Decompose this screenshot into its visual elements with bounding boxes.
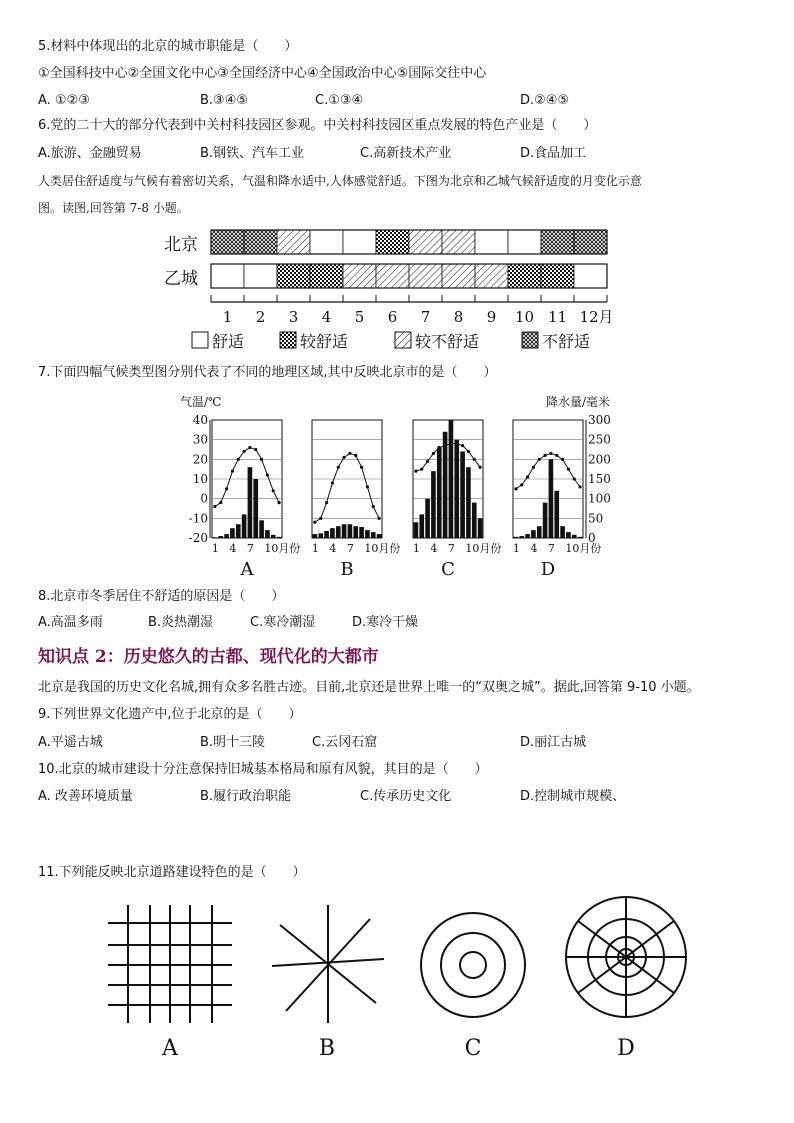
precipitation-bar [560, 526, 565, 538]
comfort-chart [160, 222, 630, 357]
temperature-point [420, 468, 423, 471]
precipitation-bar [248, 467, 253, 538]
temperature-point [514, 487, 517, 490]
temperature-point [225, 487, 228, 490]
precipitation-bar [572, 535, 577, 538]
q5-option-a: A. ①②③ [38, 93, 90, 108]
intro-9-10: 北京是我国的历史文化名城,拥有众多名胜古迹。目前,北京还是世界上唯一的“双奥之城”。据此,回答第 9-10 小题。 [38, 680, 700, 695]
month-tick-label: 1 [311, 542, 319, 555]
road-pattern-figures [100, 895, 700, 1070]
temperature-point [242, 450, 245, 453]
temperature-point [254, 448, 257, 451]
temperature-point [319, 517, 322, 520]
temperature-point [438, 446, 441, 449]
comfort-cell-row1-month10 [508, 230, 541, 254]
temperature-point [266, 473, 269, 476]
temperature-point [325, 501, 328, 504]
precipitation-bar [578, 537, 583, 538]
precipitation-bar [265, 530, 270, 538]
month-tick-label: 4 [329, 542, 337, 555]
temperature-point [260, 458, 263, 461]
month-tick-label: 4 [530, 542, 538, 555]
month-tick-label: 1 [222, 308, 233, 326]
precipitation-bar [342, 524, 347, 538]
temperature-point [213, 505, 216, 508]
precipitation-bar [549, 459, 554, 538]
precipitation-bar [213, 537, 218, 538]
q5-option-d: D.②④⑤ [520, 93, 570, 108]
temperature-point [573, 477, 576, 480]
temperature-point [520, 483, 523, 486]
month-tick-label: 12月 [579, 308, 614, 326]
comfort-row-label-beijing: 北京 [164, 235, 198, 255]
comfort-cell-row1-month2 [244, 230, 277, 254]
precipitation-tick-label: 200 [588, 452, 611, 467]
month-tick-label: 7 [547, 542, 555, 555]
precipitation-tick-label: 150 [588, 472, 611, 486]
precipitation-bar [460, 451, 465, 538]
q11-label-d: D [617, 1036, 635, 1061]
precipitation-bar [253, 479, 258, 538]
precipitation-bar [414, 522, 419, 538]
precipitation-bar [318, 533, 323, 538]
precipitation-bar [454, 440, 459, 538]
precipitation-bar [330, 528, 335, 538]
q11-label-b: B [318, 1036, 336, 1061]
q11-stem: 11.下列能反映北京道路建设特色的是（ ） [38, 865, 306, 880]
ring-road-pattern [421, 913, 525, 1017]
legend-swatch-jiao [280, 332, 296, 348]
temperature-point [313, 521, 316, 524]
temperature-point [578, 485, 581, 488]
precipitation-bar [425, 499, 430, 538]
precipitation-bar [324, 531, 329, 538]
temperature-tick-label: 0 [200, 491, 208, 506]
month-tick-label: 6 [387, 308, 398, 326]
precipitation-bar [519, 536, 524, 538]
month-tick-label: 10月份 [364, 542, 401, 555]
precipitation-bar [437, 448, 442, 538]
precipitation-bar [371, 532, 376, 538]
q6-option-c: C.高新技术产业 [360, 146, 452, 161]
q5-option-b: B.③④⑤ [200, 93, 249, 108]
legend-label-bu: 不舒适 [542, 332, 591, 351]
comfort-cell-row1-month7 [409, 230, 442, 254]
comfort-cell-row1-month4 [310, 230, 343, 254]
temperature-point [555, 454, 558, 457]
precipitation-bar [236, 524, 241, 538]
comfort-cell-row2-month11 [541, 264, 574, 288]
legend-swatch-bu [522, 332, 538, 348]
comfort-cell-row2-month9 [475, 264, 508, 288]
comfort-cell-row1-month1 [211, 230, 244, 254]
temperature-point [237, 458, 240, 461]
temperature-point [455, 442, 458, 445]
precipitation-tick-label: 300 [588, 413, 611, 427]
q8-option-d: D.寒冷干燥 [352, 615, 419, 630]
temperature-point [372, 505, 375, 508]
intro-7-8-line2: 图。读图,回答第 7-8 小题。 [38, 201, 189, 215]
comfort-cell-row1-month6 [376, 230, 409, 254]
temperature-tick-label: -20 [188, 531, 208, 545]
temperature-point [532, 466, 535, 469]
temperature-point [561, 458, 564, 461]
comfort-cell-row1-month3 [277, 230, 310, 254]
precipitation-axis-title: 降水量/毫米 [545, 395, 610, 409]
precipitation-bar [419, 514, 424, 538]
temperature-point [272, 489, 275, 492]
month-tick-label: 10月份 [565, 542, 602, 555]
grid-road-pattern [108, 905, 232, 1023]
climate-panel-label: C [441, 559, 455, 580]
temperature-point [231, 470, 234, 473]
month-tick-label: 1 [512, 542, 520, 555]
q9-stem: 9.下列世界文化遗产中,位于北京的是（ ） [38, 707, 302, 722]
precipitation-bar [443, 432, 448, 538]
q11-label-c: C [464, 1036, 482, 1061]
q9-option-c: C.云冈石窟 [312, 735, 378, 750]
month-tick-label: 3 [288, 308, 299, 326]
temperature-point [331, 481, 334, 484]
ring-radial-road-pattern [566, 897, 686, 1017]
q10-option-a: A. 改善环境质量 [38, 789, 133, 804]
comfort-cell-row2-month4 [310, 264, 343, 288]
temperature-point [426, 460, 429, 463]
precipitation-bar [449, 420, 454, 538]
month-tick-label: 4 [430, 542, 438, 555]
comfort-cell-row1-month9 [475, 230, 508, 254]
comfort-cell-row2-month5 [343, 264, 376, 288]
intro-7-8-line1: 人类居住舒适度与气候有着密切关系，气温和降水适中,人体感觉舒适。下图为北京和乙城气候舒适度的月变化示意 [38, 174, 642, 188]
temperature-point [478, 466, 481, 469]
month-tick-label: 7 [246, 542, 254, 555]
temperature-tick-label: 30 [192, 432, 208, 447]
temperature-point [538, 458, 541, 461]
month-tick-label: 2 [255, 308, 266, 326]
comfort-cell-row2-month3 [277, 264, 310, 288]
temperature-point [366, 485, 369, 488]
climate-panel-label: A [240, 559, 254, 580]
q8-option-c: C.寒冷潮湿 [250, 615, 316, 630]
precipitation-tick-label: 250 [588, 432, 611, 447]
precipitation-bar [348, 524, 353, 538]
comfort-cell-row2-month10 [508, 264, 541, 288]
q9-option-b: B.明十三陵 [200, 735, 266, 750]
month-tick-label: 1 [412, 542, 420, 555]
precipitation-bar [336, 526, 341, 538]
temperature-point [432, 452, 435, 455]
q9-option-a: A.平遥古城 [38, 735, 103, 750]
month-tick-label: 4 [321, 308, 332, 326]
temperature-point [248, 446, 251, 449]
q10-option-c: C.传承历史文化 [360, 789, 452, 804]
temperature-point [443, 444, 446, 447]
temperature-point [337, 466, 340, 469]
q7-stem: 7.下面四幅气候类型图分别代表了不同的地理区域,其中反映北京市的是（ ） [38, 365, 497, 380]
precipitation-tick-label: 100 [588, 491, 611, 506]
climate-panel-c [413, 420, 501, 580]
q8-option-a: A.高温多雨 [38, 615, 103, 630]
temperature-point [342, 456, 345, 459]
comfort-cell-row2-month12 [574, 264, 607, 288]
month-tick-label: 8 [453, 308, 464, 326]
precipitation-tick-label: 0 [588, 531, 596, 545]
month-tick-label: 11 [547, 308, 568, 326]
precipitation-bar [472, 503, 477, 538]
temperature-point [449, 442, 452, 445]
temperature-point [461, 444, 464, 447]
month-tick-label: 9 [486, 308, 497, 326]
precipitation-bar [242, 514, 247, 538]
precipitation-bar [313, 534, 318, 538]
legend-swatch-shu [192, 332, 208, 348]
precipitation-bar [554, 491, 559, 538]
q6-option-b: B.钢铁、汽车工业 [200, 146, 305, 161]
q6-option-a: A.旅游、金融贸易 [38, 146, 142, 161]
month-tick-label: 1 [211, 542, 219, 555]
temperature-tick-label: 10 [192, 472, 208, 486]
q10-stem: 10.北京的城市建设十分注意保持旧城基本格局和原有风貌，其目的是（ ） [38, 762, 488, 777]
month-tick-label: 7 [346, 542, 354, 555]
comfort-row-label-yicheng: 乙城 [164, 269, 198, 289]
temperature-tick-label: 20 [192, 452, 208, 467]
temperature-axis-title: 气温/℃ [180, 395, 222, 409]
comfort-cell-row1-month11 [541, 230, 574, 254]
comfort-cell-row2-month7 [409, 264, 442, 288]
precipitation-bar [277, 537, 282, 538]
precipitation-bar [271, 535, 276, 538]
temperature-point [526, 475, 529, 478]
precipitation-bar [224, 534, 229, 538]
q11-label-a: A [162, 1036, 178, 1061]
precipitation-bar [359, 527, 364, 538]
climate-charts [178, 392, 618, 584]
section-heading: 知识点 2：历史悠久的古都、现代化的大都市 [38, 647, 379, 667]
climate-panel-b [312, 420, 401, 580]
precipitation-bar [353, 526, 358, 538]
month-tick-label: 10月份 [264, 542, 301, 555]
temperature-point [219, 501, 222, 504]
precipitation-bar [531, 530, 536, 538]
comfort-cell-row1-month5 [343, 230, 376, 254]
month-tick-label: 10月份 [465, 542, 502, 555]
q5-items: ①全国科技中心②全国文化中心③全国经济中心④全国政治中心⑤国际交往中心 [38, 66, 487, 81]
precipitation-tick-label: 50 [588, 511, 604, 526]
precipitation-bar [514, 537, 519, 538]
temperature-point [549, 452, 552, 455]
temperature-point [543, 454, 546, 457]
radial-road-pattern [272, 905, 384, 1023]
temperature-point [473, 458, 476, 461]
legend-label-shu: 舒适 [212, 332, 245, 351]
climate-panel-label: B [340, 559, 354, 580]
precipitation-bar [218, 536, 223, 538]
temperature-tick-label: 40 [192, 413, 208, 427]
precipitation-bar [431, 471, 436, 538]
precipitation-bar [365, 530, 370, 538]
precipitation-bar [537, 526, 542, 538]
month-tick-label: 10 [514, 308, 535, 326]
q6-stem: 6.党的二十大的部分代表到中关村科技园区参观。中关村科技园区重点发展的特色产业是（ ） [38, 118, 597, 133]
precipitation-bar [377, 534, 382, 538]
month-tick-label: 7 [420, 308, 431, 326]
q6-option-d: D.食品加工 [520, 146, 587, 161]
temperature-point [467, 450, 470, 453]
month-tick-label: 7 [447, 542, 455, 555]
q10-option-b: B.履行政治职能 [200, 789, 292, 804]
comfort-cell-row2-month1 [211, 264, 244, 288]
climate-panel-label: D [540, 559, 556, 580]
month-tick-label: 5 [354, 308, 365, 326]
precipitation-bar [230, 528, 235, 538]
q5-stem: 5.材料中体现出的北京的城市职能是（ ） [38, 39, 298, 54]
temperature-point [277, 501, 280, 504]
month-tick-label: 4 [229, 542, 237, 555]
legend-label-jiao: 较舒适 [300, 332, 349, 351]
comfort-cell-row2-month6 [376, 264, 409, 288]
climate-panel-a [212, 420, 301, 580]
temperature-tick-label: -10 [188, 511, 208, 526]
comfort-cell-row1-month12 [574, 230, 607, 254]
precipitation-bar [543, 503, 548, 538]
temperature-point [567, 468, 570, 471]
temperature-point [354, 454, 357, 457]
comfort-cell-row1-month8 [442, 230, 475, 254]
q9-option-d: D.丽江古城 [520, 735, 587, 750]
temperature-point [348, 452, 351, 455]
legend-swatch-jiao_bu [395, 332, 411, 348]
precipitation-bar [259, 520, 264, 538]
comfort-cell-row2-month2 [244, 264, 277, 288]
precipitation-bar [525, 534, 530, 538]
legend-label-jiao_bu: 较不舒适 [415, 332, 480, 351]
precipitation-bar [466, 467, 471, 538]
q8-option-b: B.炎热潮湿 [148, 615, 214, 630]
q8-stem: 8.北京市冬季居住不舒适的原因是（ ） [38, 589, 285, 604]
q10-option-d: D.控制城市规模、 [520, 789, 626, 804]
precipitation-bar [478, 518, 483, 538]
temperature-point [377, 517, 380, 520]
precipitation-bar [566, 532, 571, 538]
comfort-cell-row2-month8 [442, 264, 475, 288]
temperature-point [414, 470, 417, 473]
temperature-point [360, 466, 363, 469]
q5-option-c: C.①③④ [315, 93, 364, 108]
